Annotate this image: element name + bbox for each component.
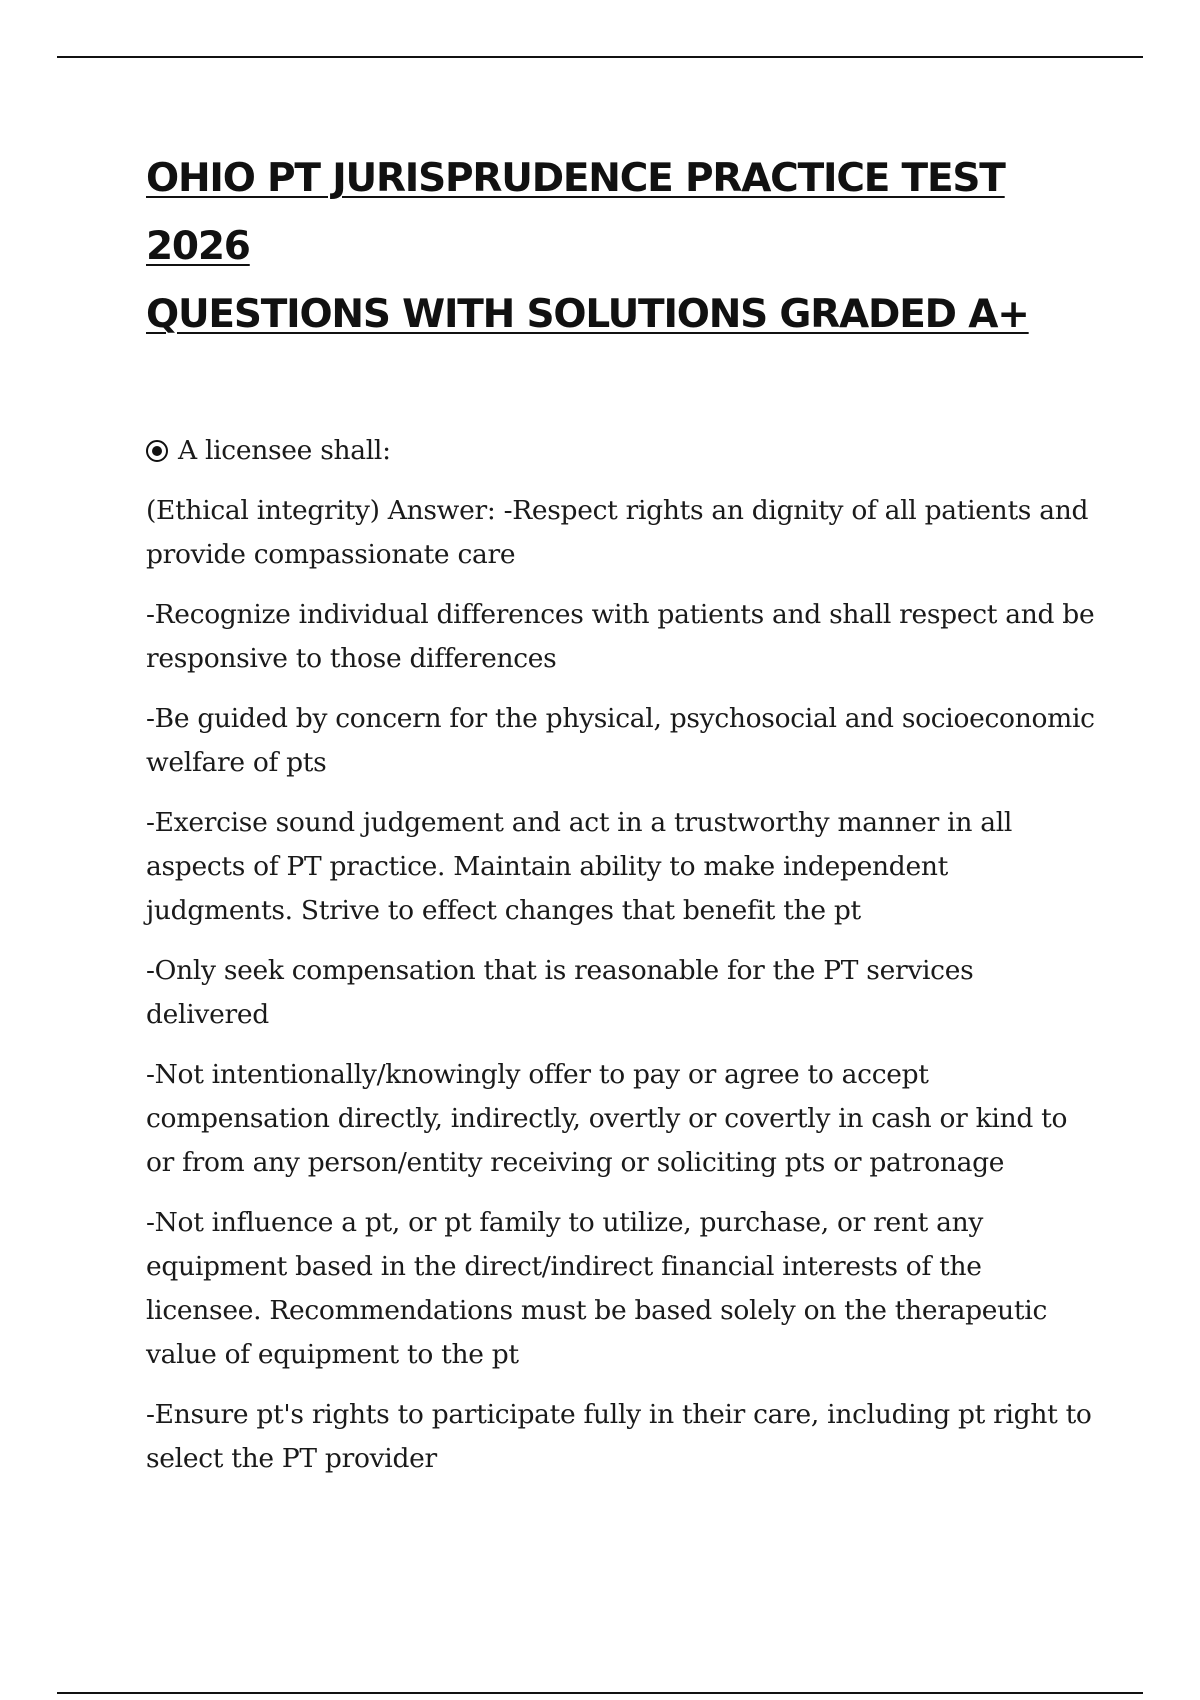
answer-paragraph: -Not influence a pt, or pt family to utilize, purchase, or rent any equipment based in the direct/indirect financial interests of the licensee. Recommendations must be based solely on the therapeutic value of equipment to the pt [146, 1207, 1047, 1370]
answer-paragraph: -Exercise sound judgement and act in a trustworthy manner in all aspects of PT practice. Maintain ability to make independent judgments. Strive to effect changes that benefit the pt [146, 807, 1013, 926]
document-body [146, 429, 1096, 1481]
radio-bullet-icon [146, 440, 168, 462]
answer-paragraph: -Ensure pt's rights to participate fully in their care, including pt right to select the PT provider [146, 1399, 1092, 1474]
answer-paragraph: -Not intentionally/knowingly offer to pay or agree to accept compensation directly, indirectly, overtly or covertly in cash or kind to or from any person/entity receiving or soliciting pts or patronage [146, 1059, 1068, 1178]
page-title [146, 145, 1096, 349]
answer-paragraph: -Recognize individual differences with patients and shall respect and be responsive to those differences [146, 599, 1095, 674]
question-text: A licensee shall: [178, 435, 391, 466]
answer-paragraph: -Be guided by concern for the physical, psychosocial and socioeconomic welfare of pts [146, 703, 1095, 778]
bottom-divider [57, 1692, 1143, 1694]
title-line-1: OHIO PT JURISPRUDENCE PRACTICE TEST 2026 [146, 156, 1005, 269]
answer-paragraph: -Only seek compensation that is reasonable for the PT services delivered [146, 955, 974, 1030]
document-page [146, 145, 1096, 1497]
question-line [146, 429, 1096, 473]
title-line-2: QUESTIONS WITH SOLUTIONS GRADED A+ [146, 292, 1029, 337]
top-divider [57, 56, 1143, 58]
answer-paragraph: (Ethical integrity) Answer: -Respect rights an dignity of all patients and provide compassionate care [146, 495, 1089, 570]
